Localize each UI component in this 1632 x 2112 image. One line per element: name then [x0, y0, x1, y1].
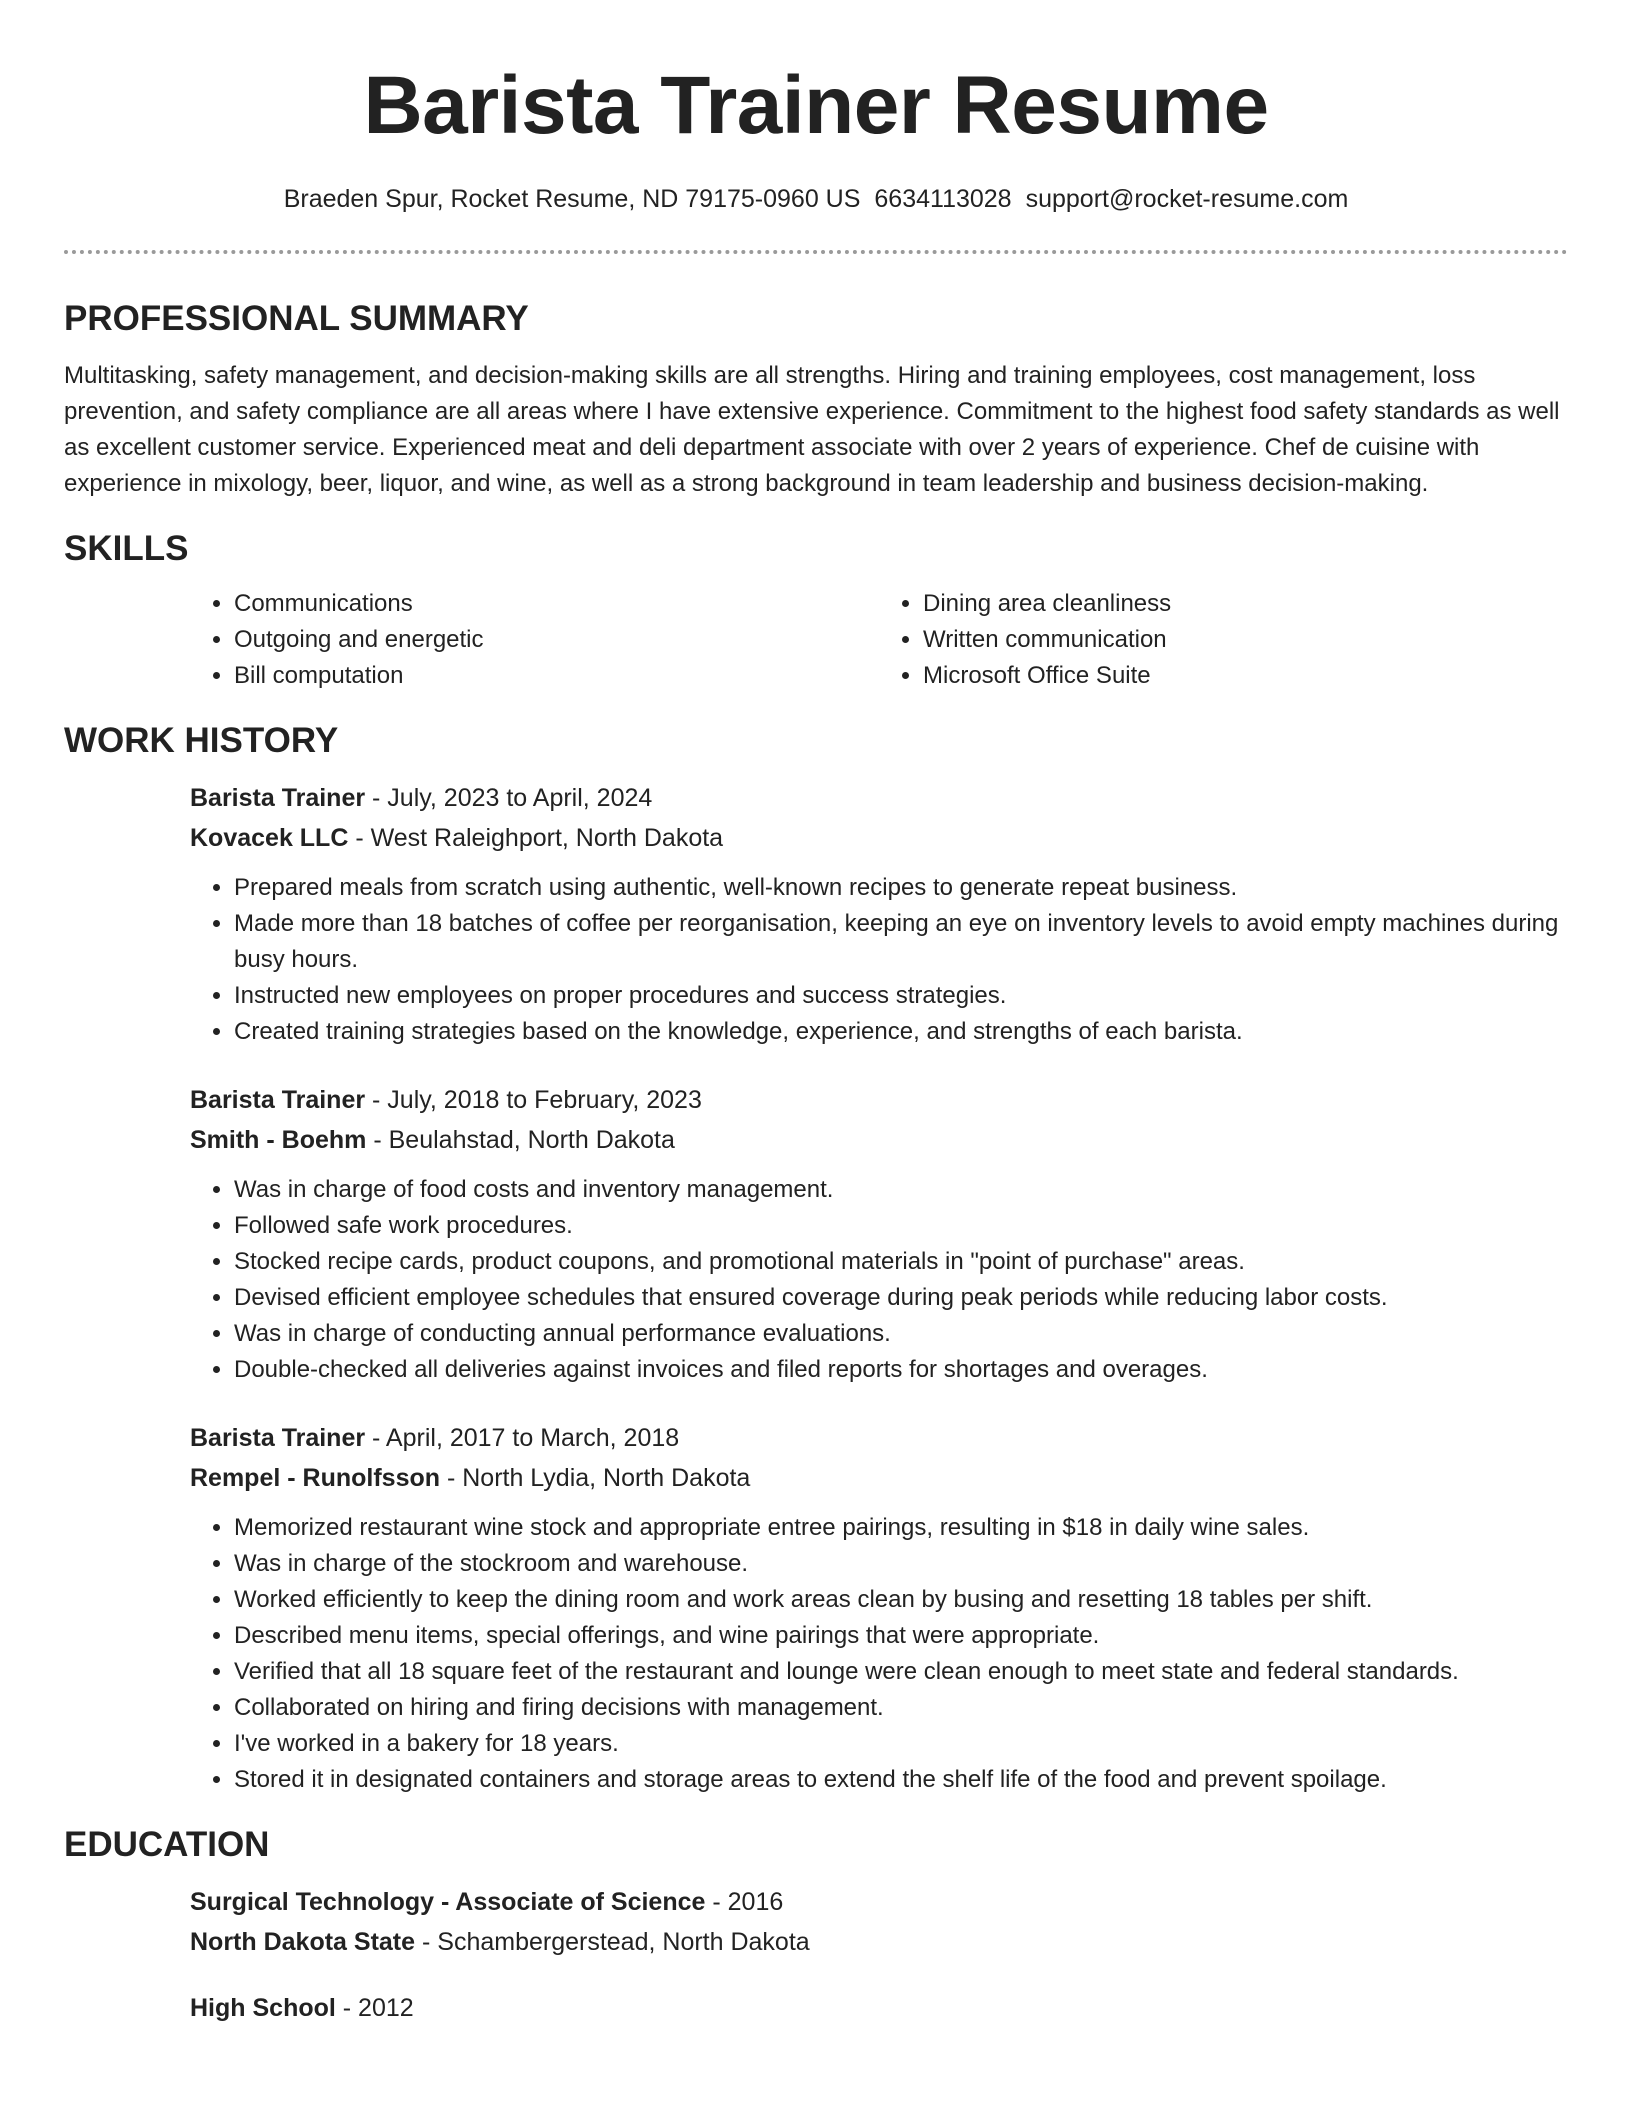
- job-dates: - April, 2017 to March, 2018: [365, 1424, 680, 1452]
- education-school: North Dakota State: [190, 1928, 416, 1956]
- job-title-line: [190, 1082, 1568, 1118]
- job-bullets: [190, 1172, 1568, 1388]
- education-location: - Schambergerstead, North Dakota: [415, 1928, 810, 1956]
- job-location: - Beulahstad, North Dakota: [366, 1126, 675, 1154]
- education-entry: [190, 1990, 1568, 2026]
- education-school-line: [190, 1924, 1568, 1960]
- job-title-line: [190, 1420, 1568, 1456]
- job-bullet: • I've worked in a bakery for 18 years.: [234, 1726, 1568, 1762]
- job-bullet: • Prepared meals from scratch using authentic, well-known recipes to generate repeat business.: [234, 870, 1568, 906]
- job-location: - West Raleighport, North Dakota: [348, 824, 724, 852]
- job-bullet: • Verified that all 18 square feet of the restaurant and lounge were clean enough to meet state and federal standards.: [234, 1654, 1568, 1690]
- job-bullets: [190, 870, 1568, 1050]
- resume-page: [64, 0, 1568, 2026]
- work-heading: WORK HISTORY: [64, 721, 339, 760]
- job-bullet: • Stocked recipe cards, product coupons, and promotional materials in "point of purchase" areas.: [234, 1244, 1568, 1280]
- job-company-line: [190, 820, 1568, 856]
- job-bullet: • Described menu items, special offerings, and wine pairings that were appropriate.: [234, 1618, 1568, 1654]
- job-bullets: [190, 1510, 1568, 1798]
- job-company: Rempel - Runolfsson: [190, 1464, 441, 1492]
- skill-item: • Microsoft Office Suite: [923, 658, 1568, 694]
- summary-section: [64, 298, 1568, 502]
- job-bullet: • Was in charge of the stockroom and warehouse.: [234, 1546, 1568, 1582]
- education-year: - 2012: [335, 1994, 414, 2022]
- education-year: - 2016: [705, 1888, 784, 1916]
- job-bullet: • Memorized restaurant wine stock and appropriate entree pairings, resulting in $18 in daily wine sales.: [234, 1510, 1568, 1546]
- job-title-line: [190, 780, 1568, 816]
- job-bullet: • Double-checked all deliveries against invoices and filed reports for shortages and overages.: [234, 1352, 1568, 1388]
- education-degree: Surgical Technology - Associate of Science: [190, 1888, 706, 1916]
- education-section: [64, 1824, 1568, 2026]
- skills-heading: SKILLS: [64, 529, 189, 568]
- contact-email: support@rocket-resume.com: [1025, 185, 1349, 213]
- skill-item: • Communications: [234, 586, 879, 622]
- job-entry: [190, 1082, 1568, 1388]
- job-dates: - July, 2023 to April, 2024: [365, 784, 653, 812]
- contact-phone: 6634113028: [874, 185, 1012, 213]
- contact-line: [64, 184, 1568, 214]
- job-bullet: • Stored it in designated containers and storage areas to extend the shelf life of the food and prevent spoilage.: [234, 1762, 1568, 1798]
- summary-text: Multitasking, safety management, and decision-making skills are all strengths. Hiring and training employees, cost management, loss prevention, and safety compliance are all areas where I have extensive experience. Commitment to the highest food safety standards as well as excellent customer service. Experienced meat and deli department associate with over 2 years of experience. Chef de cuisine with experience in mixology, beer, liquor, and wine, as well as a strong background in team leadership and business decision-making.: [64, 362, 1560, 497]
- job-company: Kovacek LLC: [190, 824, 349, 852]
- skill-item: • Written communication: [923, 622, 1568, 658]
- skills-left-list: [190, 586, 879, 694]
- skill-item: • Bill computation: [234, 658, 879, 694]
- skill-item: • Dining area cleanliness: [923, 586, 1568, 622]
- skills-section: [64, 528, 1568, 694]
- contact-address: Braeden Spur, Rocket Resume, ND 79175-0960 US: [283, 185, 861, 213]
- job-company-line: [190, 1460, 1568, 1496]
- work-section: [64, 720, 1568, 1798]
- job-bullet: • Followed safe work procedures.: [234, 1208, 1568, 1244]
- summary-heading: PROFESSIONAL SUMMARY: [64, 299, 529, 338]
- resume-title: Barista Trainer Resume: [363, 60, 1269, 151]
- skills-right-list: [879, 586, 1568, 694]
- job-bullet: • Instructed new employees on proper procedures and success strategies.: [234, 978, 1568, 1014]
- job-company-line: [190, 1122, 1568, 1158]
- job-bullet: • Was in charge of conducting annual performance evaluations.: [234, 1316, 1568, 1352]
- job-bullet: • Was in charge of food costs and inventory management.: [234, 1172, 1568, 1208]
- job-dates: - July, 2018 to February, 2023: [365, 1086, 702, 1114]
- job-entry: [190, 780, 1568, 1050]
- education-degree: High School: [190, 1994, 336, 2022]
- job-bullet: • Created training strategies based on the knowledge, experience, and strengths of each barista.: [234, 1014, 1568, 1050]
- education-heading: EDUCATION: [64, 1825, 270, 1864]
- job-bullet: • Worked efficiently to keep the dining room and work areas clean by busing and resetting 18 tables per shift.: [234, 1582, 1568, 1618]
- skills-columns: [190, 586, 1568, 694]
- education-entry: [190, 1884, 1568, 1960]
- education-degree-line: [190, 1884, 1568, 1920]
- job-bullet: • Collaborated on hiring and firing decisions with management.: [234, 1690, 1568, 1726]
- job-entry: [190, 1420, 1568, 1798]
- job-bullet: • Made more than 18 batches of coffee per reorganisation, keeping an eye on inventory levels to avoid empty machines during busy hours.: [234, 906, 1568, 978]
- job-title: Barista Trainer: [190, 1424, 366, 1452]
- skill-item: • Outgoing and energetic: [234, 622, 879, 658]
- education-degree-line: [190, 1990, 1568, 2026]
- job-company: Smith - Boehm: [190, 1126, 367, 1154]
- job-location: - North Lydia, North Dakota: [440, 1464, 751, 1492]
- job-title: Barista Trainer: [190, 1086, 366, 1114]
- job-title: Barista Trainer: [190, 784, 366, 812]
- job-bullet: • Devised efficient employee schedules that ensured coverage during peak periods while reducing labor costs.: [234, 1280, 1568, 1316]
- header-divider: [64, 250, 1568, 254]
